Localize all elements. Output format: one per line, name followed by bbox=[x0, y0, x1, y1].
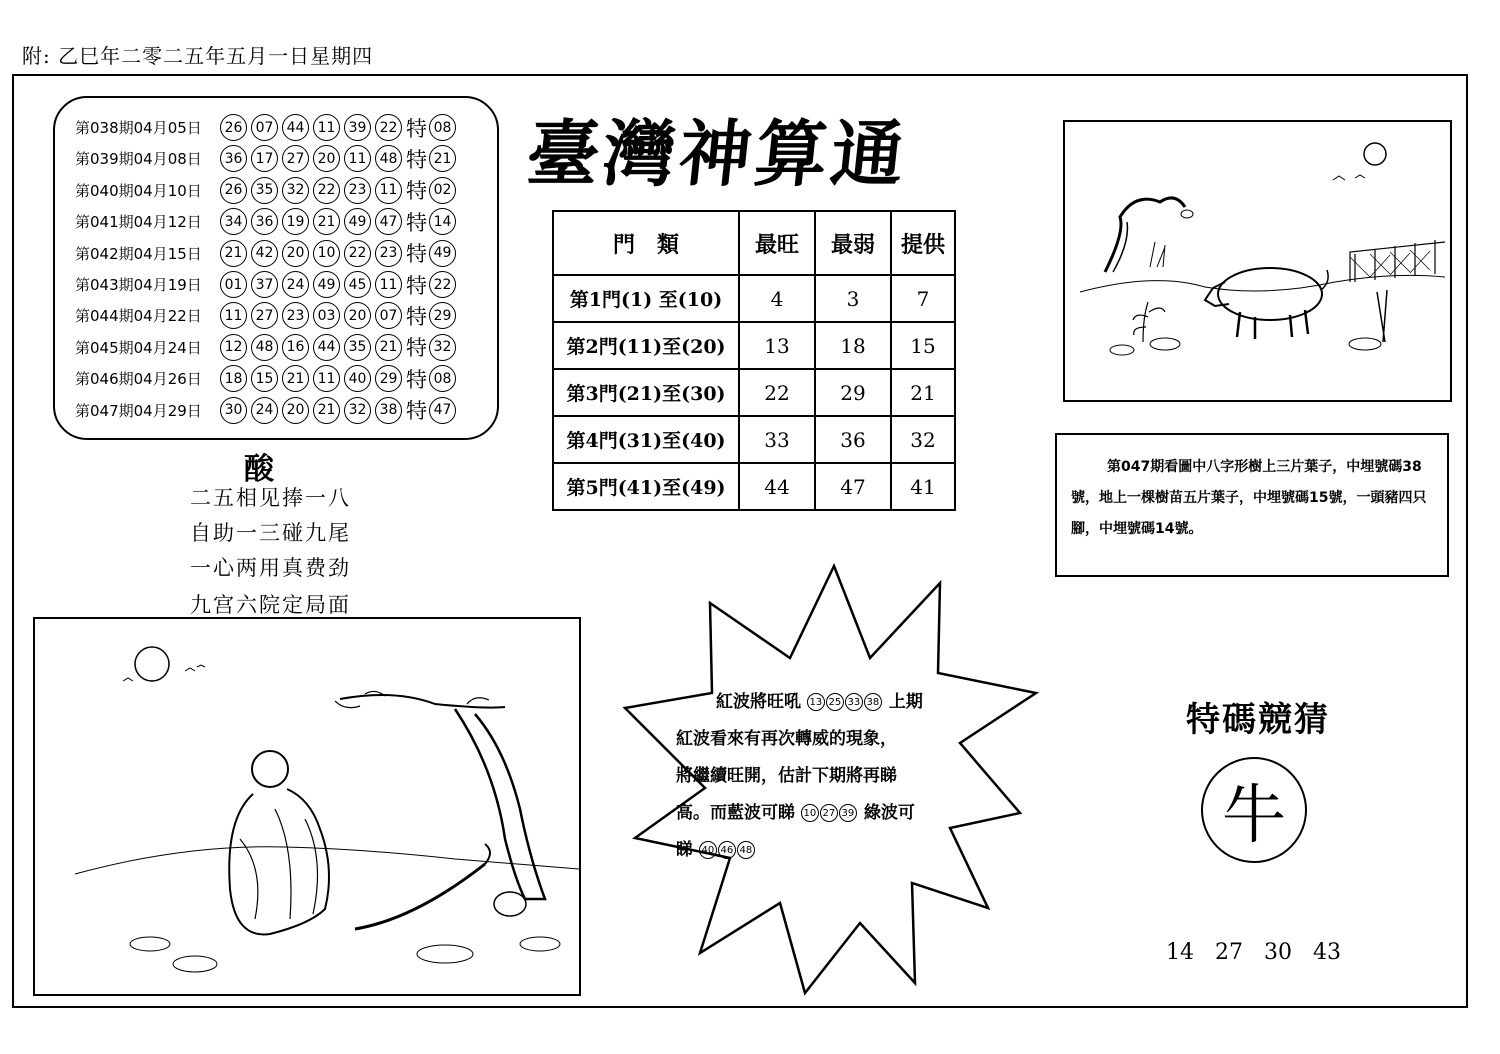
number-ball: 24 bbox=[251, 397, 278, 424]
door-row bbox=[553, 369, 955, 416]
number-ball: 27 bbox=[282, 145, 309, 172]
number-ball: 35 bbox=[251, 177, 278, 204]
special-marker: 特 bbox=[406, 147, 427, 172]
worst-cell: 36 bbox=[815, 416, 891, 463]
door-row bbox=[553, 322, 955, 369]
page-title: 臺灣神算通 bbox=[522, 111, 912, 196]
history-row bbox=[75, 175, 460, 206]
history-row bbox=[75, 269, 460, 300]
special-number-ball: 47 bbox=[429, 397, 456, 424]
number-ball: 26 bbox=[220, 177, 247, 204]
offer-cell: 15 bbox=[891, 322, 955, 369]
history-period-label: 第047期04月29日 bbox=[75, 401, 202, 420]
green-wave-balls bbox=[699, 840, 756, 860]
door-range-cell: 第4門(31)至(40) bbox=[553, 416, 739, 463]
number-ball: 22 bbox=[375, 114, 402, 141]
number-ball: 23 bbox=[344, 177, 371, 204]
poem-line: 九宫六院定局面 bbox=[190, 593, 351, 617]
header-best: 最旺 bbox=[739, 211, 815, 275]
number-ball: 07 bbox=[375, 302, 402, 329]
offer-cell: 21 bbox=[891, 369, 955, 416]
special-number-ball: 22 bbox=[429, 271, 456, 298]
wave-number-ball: 39 bbox=[839, 804, 857, 822]
pig-drawing bbox=[1065, 122, 1450, 400]
star-line-3: 將繼續旺開，估計下期將再睇 bbox=[676, 766, 897, 786]
history-row bbox=[75, 143, 460, 174]
door-range-cell: 第1門(1) 至(10) bbox=[553, 275, 739, 322]
number-ball: 11 bbox=[375, 177, 402, 204]
number-ball: 35 bbox=[344, 334, 371, 361]
number-ball: 38 bbox=[375, 397, 402, 424]
number-ball: 19 bbox=[282, 208, 309, 235]
history-row bbox=[75, 300, 460, 331]
number-ball: 32 bbox=[344, 397, 371, 424]
best-cell: 22 bbox=[739, 369, 815, 416]
special-number-ball: 49 bbox=[429, 240, 456, 267]
special-number-ball: 29 bbox=[429, 302, 456, 329]
number-ball: 12 bbox=[220, 334, 247, 361]
special-number-ball: 32 bbox=[429, 334, 456, 361]
number-ball: 47 bbox=[375, 208, 402, 235]
star-line-4: 高。而藍波可睇 10 27 39 綠波可 bbox=[676, 803, 915, 823]
best-cell: 4 bbox=[739, 275, 815, 322]
poem-line: 二五相见捧一八 bbox=[190, 486, 351, 510]
guess-numbers: 14 27 30 43 bbox=[1166, 940, 1341, 965]
number-ball: 21 bbox=[282, 365, 309, 392]
history-row bbox=[75, 206, 460, 237]
wave-number-ball: 33 bbox=[845, 693, 863, 711]
number-ball: 21 bbox=[313, 397, 340, 424]
pig-scene-illustration bbox=[1063, 120, 1452, 402]
number-ball: 01 bbox=[220, 271, 247, 298]
number-ball: 22 bbox=[344, 240, 371, 267]
number-ball: 48 bbox=[375, 145, 402, 172]
number-ball: 30 bbox=[220, 397, 247, 424]
number-ball: 22 bbox=[313, 177, 340, 204]
offer-cell: 41 bbox=[891, 463, 955, 510]
door-row bbox=[553, 416, 955, 463]
number-ball: 45 bbox=[344, 271, 371, 298]
number-ball: 15 bbox=[251, 365, 278, 392]
wave-number-ball: 46 bbox=[718, 841, 736, 859]
number-ball: 24 bbox=[282, 271, 309, 298]
number-ball: 11 bbox=[220, 302, 247, 329]
special-marker: 特 bbox=[406, 367, 427, 392]
number-ball: 20 bbox=[344, 302, 371, 329]
number-ball: 07 bbox=[251, 114, 278, 141]
wave-number-ball: 40 bbox=[699, 841, 717, 859]
number-ball: 27 bbox=[251, 302, 278, 329]
number-ball: 32 bbox=[282, 177, 309, 204]
star-line-2: 紅波看來有再次轉威的現象， bbox=[676, 729, 897, 749]
worst-cell: 18 bbox=[815, 322, 891, 369]
number-ball: 18 bbox=[220, 365, 247, 392]
wave-number-ball: 27 bbox=[820, 804, 838, 822]
history-row bbox=[75, 238, 460, 269]
best-cell: 13 bbox=[739, 322, 815, 369]
number-ball: 21 bbox=[220, 240, 247, 267]
number-ball: 11 bbox=[344, 145, 371, 172]
header-offer: 提供 bbox=[891, 211, 955, 275]
number-ball: 23 bbox=[282, 302, 309, 329]
poem-line: 一心两用真费劲 bbox=[190, 556, 351, 580]
number-ball: 03 bbox=[313, 302, 340, 329]
blue-wave-balls bbox=[801, 803, 858, 823]
history-row bbox=[75, 332, 460, 363]
red-wave-balls bbox=[807, 692, 883, 712]
best-cell: 44 bbox=[739, 463, 815, 510]
door-range-cell: 第3門(21)至(30) bbox=[553, 369, 739, 416]
wave-number-ball: 38 bbox=[864, 693, 882, 711]
history-row bbox=[75, 363, 460, 394]
number-ball: 21 bbox=[313, 208, 340, 235]
number-ball: 42 bbox=[251, 240, 278, 267]
number-ball: 26 bbox=[220, 114, 247, 141]
number-ball: 44 bbox=[282, 114, 309, 141]
number-ball: 39 bbox=[344, 114, 371, 141]
special-marker: 特 bbox=[406, 304, 427, 329]
special-number-ball: 14 bbox=[429, 208, 456, 235]
star-message bbox=[676, 684, 976, 869]
number-ball: 11 bbox=[313, 114, 340, 141]
door-row bbox=[553, 463, 955, 510]
special-marker: 特 bbox=[406, 242, 427, 267]
wave-number-ball: 48 bbox=[737, 841, 755, 859]
history-period-label: 第038期04月05日 bbox=[75, 119, 202, 137]
offer-cell: 32 bbox=[891, 416, 955, 463]
monk-scene-illustration bbox=[33, 617, 581, 996]
door-table bbox=[552, 210, 956, 511]
number-ball: 34 bbox=[220, 208, 247, 235]
history-period-label: 第040期04月10日 bbox=[75, 181, 202, 200]
special-number-ball: 08 bbox=[429, 365, 456, 392]
draw-history-box bbox=[53, 96, 499, 440]
clue-text-box: 第047期看圖中八字形樹上三片葉子，中埋號碼38號，地上一棵樹苗五片葉子，中埋號碼15號，一頭豬四只腳，中埋號碼14號。 bbox=[1055, 433, 1449, 577]
number-ball: 11 bbox=[313, 365, 340, 392]
number-ball: 48 bbox=[251, 334, 278, 361]
special-number-ball: 08 bbox=[429, 114, 456, 141]
zodiac-circle: 牛 bbox=[1201, 757, 1307, 863]
number-ball: 49 bbox=[313, 271, 340, 298]
number-ball: 21 bbox=[375, 334, 402, 361]
page-header-date: 附: 乙巳年二零二五年五月一日星期四 bbox=[22, 44, 374, 68]
worst-cell: 3 bbox=[815, 275, 891, 322]
number-ball: 20 bbox=[282, 397, 309, 424]
door-row bbox=[553, 275, 955, 322]
offer-cell: 7 bbox=[891, 275, 955, 322]
poem-title: 酸 bbox=[244, 452, 274, 487]
history-period-label: 第045期04月24日 bbox=[75, 338, 202, 357]
number-ball: 23 bbox=[375, 240, 402, 267]
number-ball: 16 bbox=[282, 334, 309, 361]
special-guess-title: 特碼競猜 bbox=[1186, 700, 1330, 740]
special-marker: 特 bbox=[406, 399, 427, 424]
best-cell: 33 bbox=[739, 416, 815, 463]
special-marker: 特 bbox=[406, 336, 427, 361]
star-line-5: 睇 40 46 48 bbox=[676, 832, 976, 869]
special-marker: 特 bbox=[406, 179, 427, 204]
number-ball: 44 bbox=[313, 334, 340, 361]
special-marker: 特 bbox=[406, 116, 427, 141]
number-ball: 10 bbox=[313, 240, 340, 267]
worst-cell: 29 bbox=[815, 369, 891, 416]
star-line-1: 紅波將旺吼 13 25 33 38 上期 bbox=[716, 692, 923, 712]
special-number-ball: 02 bbox=[429, 177, 456, 204]
number-ball: 11 bbox=[375, 271, 402, 298]
wave-number-ball: 13 bbox=[807, 693, 825, 711]
wave-number-ball: 10 bbox=[801, 804, 819, 822]
number-ball: 40 bbox=[344, 365, 371, 392]
wave-number-ball: 25 bbox=[826, 693, 844, 711]
special-marker: 特 bbox=[406, 273, 427, 298]
history-period-label: 第043期04月19日 bbox=[75, 276, 202, 294]
number-ball: 20 bbox=[313, 145, 340, 172]
number-ball: 36 bbox=[251, 208, 278, 235]
door-range-cell: 第2門(11)至(20) bbox=[553, 322, 739, 369]
worst-cell: 47 bbox=[815, 463, 891, 510]
history-period-label: 第046期04月26日 bbox=[75, 370, 202, 389]
special-number-ball: 21 bbox=[429, 145, 456, 172]
history-period-label: 第042期04月15日 bbox=[75, 244, 202, 263]
header-worst: 最弱 bbox=[815, 211, 891, 275]
number-ball: 29 bbox=[375, 365, 402, 392]
door-range-cell: 第5門(41)至(49) bbox=[553, 463, 739, 510]
number-ball: 20 bbox=[282, 240, 309, 267]
number-ball: 36 bbox=[220, 145, 247, 172]
history-row bbox=[75, 112, 460, 143]
special-marker: 特 bbox=[406, 210, 427, 235]
history-period-label: 第044期04月22日 bbox=[75, 307, 202, 326]
poem-line: 自助一三碰九尾 bbox=[190, 521, 351, 545]
monk-drawing bbox=[35, 619, 579, 994]
history-row bbox=[75, 395, 460, 426]
header-door: 門 類 bbox=[553, 211, 739, 275]
history-period-label: 第041期04月12日 bbox=[75, 213, 202, 232]
number-ball: 49 bbox=[344, 208, 371, 235]
number-ball: 17 bbox=[251, 145, 278, 172]
history-period-label: 第039期04月08日 bbox=[75, 150, 202, 169]
number-ball: 37 bbox=[251, 271, 278, 298]
door-table-header bbox=[553, 211, 955, 275]
